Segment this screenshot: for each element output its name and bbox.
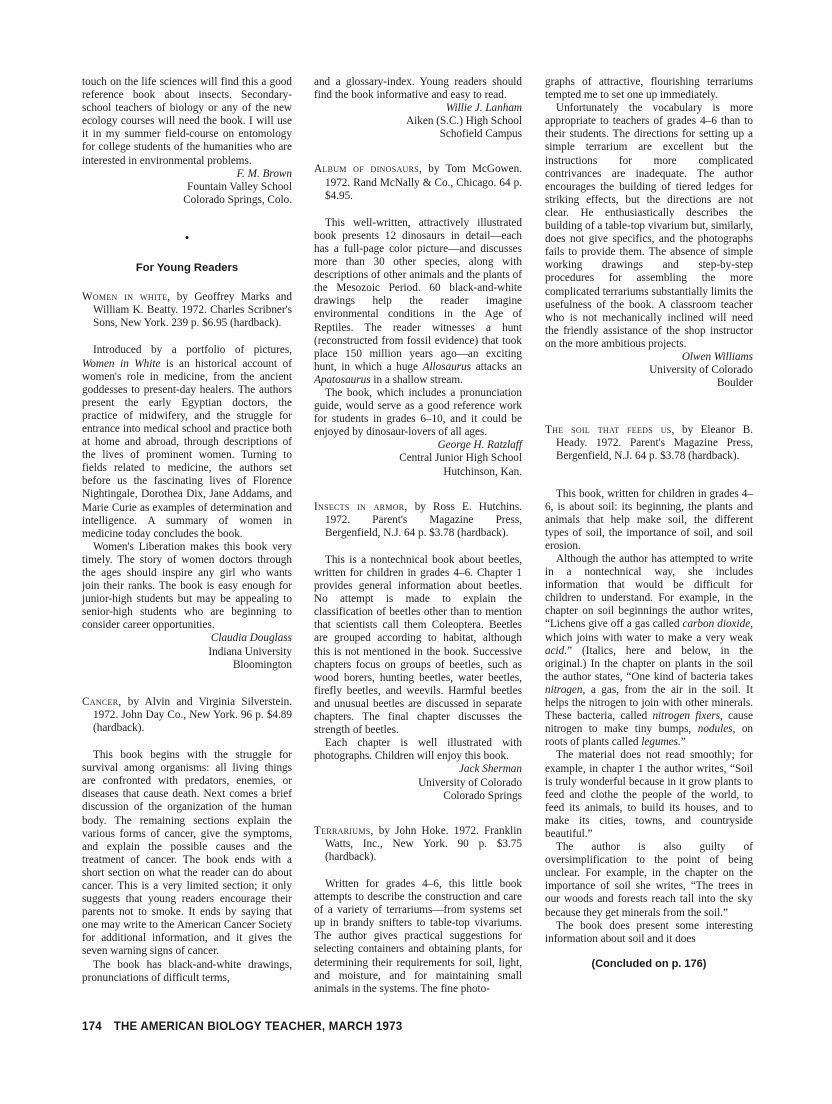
book-title: Terrariums, [314,824,374,837]
text-run: This well-written, attractively illustrated book presents 12 dinosaurs in detail—each has a full-page color picture—and discusses more than 30 other species, along with descriptions of other animals and the plants of the Mesozoic Period. 60 black-and-white drawings help the reader imagine environmental conditions in the Age of Reptiles. The reader witnesses a hunt (reconstructed from fossil evidence) that took place 150 million years ago—an exciting hunt, in which a huge [314,216,522,373]
reviewer-name: F. M. Brown [236,167,292,180]
page-number: 174 [82,1021,102,1033]
italic-title: Women in White [82,357,161,370]
journal-name: THE AMERICAN BIOLOGY TEACHER, MARCH 1973 [113,1021,403,1033]
reviewer-affiliation: Aiken (S.C.) High School [406,115,522,128]
column-2 [314,76,522,996]
text-run: ” [680,736,686,749]
review-header [314,825,522,864]
book-details: by Ross E. Hutchins. 1972. Parent's Magazine Press, Bergenfield, N.J. 64 p. $3.78 (hardback). [325,500,522,539]
paragraph [82,344,292,540]
italic-term: acid. [545,644,568,657]
text-run: Although the author has attempted to write in a nontechnical way, she includes information that would be difficult for children to understand. For example, in the chapter on soil beginnings the author writes, “Lichens give off a gas called [545,553,753,631]
book-details: by Geoffrey Marks and William K. Beatty. 1972. Charles Scribner's Sons, New York. 239 p. $6.95 (hardback). [93,291,292,330]
reviewer-affiliation: University of Colorado [649,364,753,377]
reviewer-location: Bloomington [232,658,292,671]
italic-term: Apatosaurus [314,373,371,386]
text-run: cause nitrogen to make tiny bumps, [545,710,753,736]
paragraph: Written for grades 4–6, this little book attempts to describe the construction and care of a variety of terrariums—from systems set up in brandy snifters to table-top vivariums. The author gives practical suggestions for selecting containers and obtaining plants, for determining their requirements for soil, light, and moisture, and for maintaining small animals in the systems. The fine photo- [314,877,522,995]
review-header [314,501,522,540]
book-details: by Tom McGowen. 1972. Rand McNally & Co., Chicago. 64 p. $4.95. [325,163,522,202]
text-run: attacks an [471,360,522,373]
section-divider-bullet: • [184,229,190,245]
paragraph: This book begins with the struggle for survival among organisms: all living things are confronted with predators, enemies, or diseases that cause death. Next comes a brief discussion of the organization of the human body. The remaining sections explain the various forms of cancer, give the symptoms, and explain the possible causes and the treatment of cancer. The book ends with a short section on what the reader can do about cancer. This is a very limited section; it only suggests that young readers encourage their parents not to smoke. It ends by saying that one may write to the American Cancer Society for additional information, and it gives the seven warning signs of cancer. [82,749,292,958]
review-header [314,163,522,202]
review-header [545,424,753,463]
column-3 [545,76,753,971]
text-run: in a shallow stream. [370,373,463,386]
italic-term: nodules, [697,723,736,736]
italic-term: carbon dioxide, [682,618,753,631]
reviewer-location: Hutchinson, Kan. [443,465,522,478]
paragraph: and a glossary-index. Young readers should find the book informative and easy to read. [314,76,522,102]
paragraph [314,217,522,387]
reviewer-location: Boulder [716,377,753,390]
paragraph: The book does present some interesting information about soil and it does [545,919,753,945]
paragraph: The author is also guilty of oversimplification to the point of being unclear. For example, in the chapter on the importance of soil she writes, “The trees in our woods and forests reach tall into the sky because they get minerals from the soil.” [545,841,753,919]
book-details: by John Hoke. 1972. Franklin Watts, Inc., New York. 90 p. $3.75 (hardback). [325,824,522,863]
text-run: is an historical account of women's role in medicine, from the ancient goddesses to present-day healers. The authors present the early Egyptian doctors, the practice of midwifery, and the struggle for entrance into medical school and practice both at home and abroad, through descriptions of the lives of prominent women. Turning to fields related to medicine, the authors set before us the fascinating lives of Florence Nightingale, Dorothea Dix, Jane Addams, and Marie Curie as examples of determination and intelligence. A summary of women in medicine today concludes the book. [82,357,292,540]
section-title: For Young Readers [135,262,239,275]
paragraph: Unfortunately the vocabulary is more appropriate to teachers of grades 4–6 than to their students. The directions for setting up a simple terrarium are excellent but the instructions for more complicated contrivances are inadequate. The author encourages the building of tiered ledges for striking effects, but the directions are not clear. He enthusiastically describes the building of a table-top vivarium but, similarly, does not give specifics, and the photographs fails to provide them. The absence of simple working drawings and step-by-step procedures for assembling the more complicated terrariums substantially limits the usefulness of the book. A classroom teacher who is not mechanically inclined will need the friendly assistance of the shop instructor on the more ambitious projects. [545,102,753,350]
paragraph: touch on the life sciences will find this a good reference book about insects. Secondary-school teachers of biology or any of the new ecology courses will need the book. I will use it in my summer field-course on entomology for college students of the humanities who are interested in environmental problems. [82,76,292,167]
text-run: on roots of plants called [545,723,754,749]
text-run: ” (Italics, here and below, in the original.) In the chapter on plants in the soil the author states, “One kind of bacteria takes [545,644,753,683]
paragraph: graphs of attractive, flourishing terrariums tempted me to set one up immediately. [545,76,753,102]
italic-term: Allosaurus [422,360,472,373]
book-title: Women in white, [82,291,171,304]
review-header [82,696,292,735]
paragraph: This book, written for children in grades 4–6, is about soil: its beginning, the plants and animals that help make soil, the different types of soil, the importance of soil, and soil erosion. [545,487,753,552]
paragraph: This is a nontechnical book about beetles, written for children in grades 4–6. Chapter 1 provides general information about beetles. No attempt is made to explain the classification of beetles other than to mention that scientists call them Coleoptera. Beetles are grouped according to habitat, although this is not mentioned in the book. Successive chapters focus on groups of beetles, such as wood borers, hunting beetles, water beetles, firefly beetles, and weevils. Harmful beetles and unusual beetles are discussed in separate chapters. The final chapter discusses the strength of beetles. [314,553,522,737]
book-title: Insects in armor, [314,500,408,513]
paragraph: Each chapter is well illustrated with photographs. Children will enjoy this book. [314,737,522,763]
continuation-note: (Concluded on p. 176) [591,957,707,970]
reviewer-affiliation: Indiana University [208,645,292,658]
italic-term: nitrogen, [545,683,586,696]
reviewer-affiliation: Fountain Valley School [187,180,292,193]
paragraph: The book has black-and-white drawings, pronunciations of difficult terms, [82,958,292,984]
reviewer-location: Schofield Campus [439,128,522,141]
text-run: which joins with water to make a very weak [545,631,753,644]
reviewer-name: George H. Ratzlaff [437,439,522,452]
reviewer-affiliation: University of Colorado [418,776,522,789]
column-1 [82,76,292,985]
book-title: Album of dinosaurs, [314,163,423,176]
paragraph: Women's Liberation makes this book very timely. The story of women doctors through the ages should inspire any girl who wants join their ranks. The book is easy enough for junior-high students but may be appealing to senior-high students who are beginning to consider career opportunities. [82,540,292,632]
page-footer [82,1021,402,1033]
book-title: Cancer, [82,695,122,708]
reviewer-name: Willie J. Lanham [445,102,522,115]
text-run: a gas, from the air in the soil. It helps the nitrogen to join with other minerals. These bacteria, called [545,683,753,723]
reviewer-location: Colorado Springs [443,789,522,802]
reviewer-name: Claudia Douglass [210,632,292,645]
book-details: by Eleanor B. Heady. 1972. Parent's Magazine Press, Bergenfield, N.J. 64 p. $3.78 (hardback). [556,424,754,463]
paragraph: The material does not read smoothly; for example, in chapter 1 the author writes, “Soil is truly wonderful because in it grow plants to feed and clothe the people of the world, to feed its animals, to build its houses, and to make its cities, towns, and countryside beautiful.” [545,749,753,840]
reviewer-location: Colorado Springs, Colo. [183,193,292,206]
paragraph: The book, which includes a pronunciation guide, would serve as a good reference work for students in grades 6–10, and it could be enjoyed by dinosaur-lovers of all ages. [314,386,522,439]
italic-term: legumes. [641,736,681,749]
reviewer-name: Olwen Williams [681,350,753,363]
book-details: by Alvin and Virginia Silverstein. 1972. John Day Co., New York. 96 p. $4.89 (hardback). [93,695,292,734]
paragraph [545,553,753,749]
reviewer-affiliation: Central Junior High School [399,452,522,465]
book-title: The soil that feeds us, [545,424,675,437]
text-run: Introduced by a portfolio of pictures, [93,344,292,357]
reviewer-name: Jack Sherman [458,763,522,776]
review-header [82,291,292,330]
italic-term: nitrogen fixers, [652,710,723,723]
